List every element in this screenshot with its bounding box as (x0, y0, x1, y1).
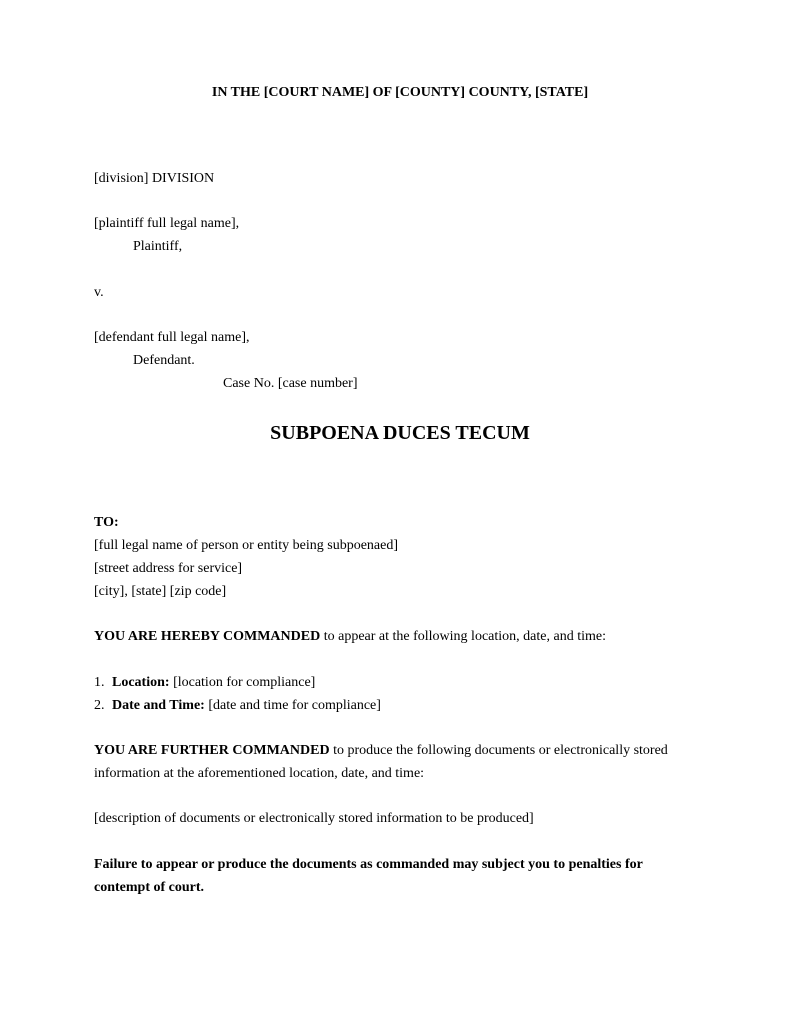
division-line: [division] DIVISION (94, 171, 215, 186)
command-appear (94, 628, 606, 646)
command-appear-bold: YOU ARE HEREBY COMMANDED (94, 629, 321, 644)
document-title: SUBPOENA DUCES TECUM (270, 422, 530, 444)
list-item-date-time (94, 697, 381, 715)
list-item-number: 1. (94, 675, 105, 690)
list-item-location (94, 674, 315, 692)
warning-line2: contempt of court. (94, 880, 205, 895)
command-produce-line2: information at the aforementioned location, date, and time: (94, 766, 425, 781)
command-produce-text: to produce the following documents or electronically stored (329, 743, 668, 758)
to-label: TO: (94, 515, 119, 530)
case-number: Case No. [case number] (223, 376, 358, 391)
command-produce-line1 (94, 742, 668, 760)
defendant-role: Defendant. (133, 353, 195, 368)
list-item-value: [date and time for compliance] (204, 698, 381, 713)
command-appear-text: to appear at the following location, date, and time: (320, 629, 606, 644)
list-item-number: 2. (94, 698, 105, 713)
recipient-street: [street address for service] (94, 561, 243, 576)
recipient-city-state-zip: [city], [state] [zip code] (94, 584, 227, 599)
plaintiff-role: Plaintiff, (133, 239, 183, 254)
court-header: IN THE [COURT NAME] OF [COUNTY] COUNTY, [STATE] (211, 85, 589, 100)
documents-description: [description of documents or electronically stored information to be produced] (94, 811, 534, 826)
defendant-name: [defendant full legal name], (94, 330, 250, 345)
recipient-name: [full legal name of person or entity being subpoenaed] (94, 538, 399, 553)
warning-line1: Failure to appear or produce the documents as commanded may subject you to penalties for (94, 857, 643, 872)
list-item-label: Date and Time: (112, 698, 205, 713)
list-item-value: [location for compliance] (169, 675, 316, 690)
command-produce-bold: YOU ARE FURTHER COMMANDED (94, 743, 330, 758)
plaintiff-name: [plaintiff full legal name], (94, 216, 240, 231)
versus: v. (94, 285, 104, 300)
list-item-label: Location: (112, 675, 170, 690)
